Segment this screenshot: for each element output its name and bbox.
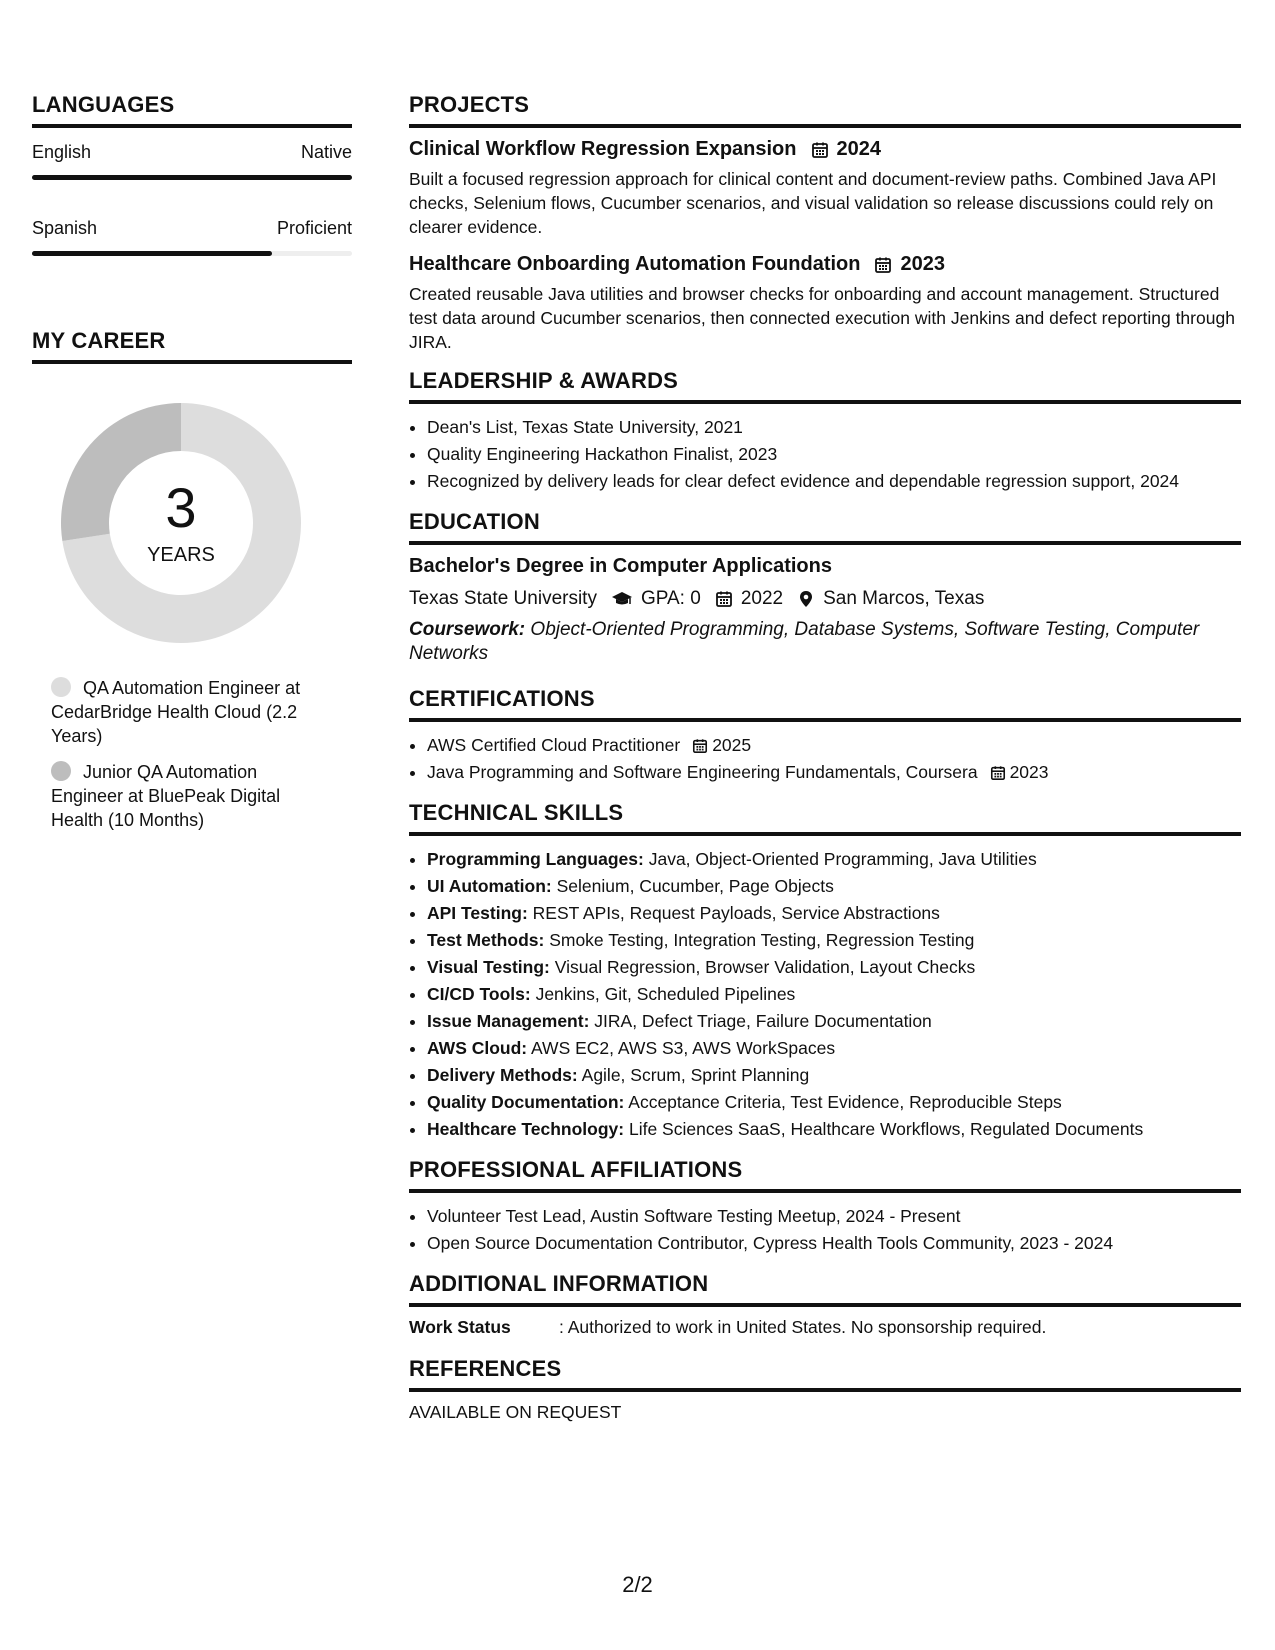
skill-item <box>427 1116 1241 1143</box>
skill-item <box>427 927 1241 954</box>
skill-value: Visual Regression, Browser Validation, Layout Checks <box>554 957 976 977</box>
calendar-icon <box>811 141 829 159</box>
education-details <box>409 588 1241 610</box>
career-title: MY CAREER <box>32 328 352 364</box>
career-total-number: 3 <box>165 475 197 539</box>
education-section <box>409 509 1241 666</box>
right-column <box>409 92 1241 1423</box>
skills-title: TECHNICAL SKILLS <box>409 800 1241 836</box>
language-name: English <box>32 142 92 162</box>
project-name: Healthcare Onboarding Automation Foundation <box>409 253 861 275</box>
gpa: GPA: 0 <box>640 588 701 609</box>
certifications-title: CERTIFICATIONS <box>409 686 1241 722</box>
language-item <box>32 218 352 256</box>
skill-value: Java, Object-Oriented Programming, Java Utilities <box>648 849 1037 869</box>
certification-year: 2023 <box>1009 762 1049 782</box>
project-title <box>409 138 1241 161</box>
calendar-icon <box>715 590 733 608</box>
skill-label: UI Automation: <box>427 876 552 896</box>
leadership-title: LEADERSHIP & AWARDS <box>409 368 1241 404</box>
skill-value: REST APIs, Request Payloads, Service Abstractions <box>532 903 940 923</box>
list-item <box>427 759 1241 786</box>
skill-label: Issue Management: <box>427 1011 590 1031</box>
project-year: 2024 <box>836 138 881 160</box>
skill-item <box>427 846 1241 873</box>
projects-title: PROJECTS <box>409 92 1241 128</box>
list-item: • Recognized by delivery leads for clear defect evidence and dependable regression support, 2024 <box>427 468 1241 495</box>
legend-dot <box>51 677 71 697</box>
skill-item <box>427 1035 1241 1062</box>
career-legend-label: QA Automation Engineer at CedarBridge Health Cloud (2.2 Years) <box>51 678 301 746</box>
language-bar <box>32 251 352 256</box>
skill-label: API Testing: <box>427 903 528 923</box>
certifications-section <box>409 686 1241 786</box>
graduation-cap-icon <box>611 590 633 608</box>
skill-value: Life Sciences SaaS, Healthcare Workflows, Regulated Documents <box>628 1119 1144 1139</box>
list-item: • Volunteer Test Lead, Austin Software Testing Meetup, 2024 - Present <box>427 1203 1241 1230</box>
project-description: Built a focused regression approach for clinical content and document-review paths. Combined Java API checks, Selenium flows, Cucumber scenarios, and visual validation so release discussions could rely on clearer evidence. <box>409 169 1217 237</box>
list-item <box>427 732 1241 759</box>
affiliations-section <box>409 1157 1241 1257</box>
skill-label: AWS Cloud: <box>427 1038 528 1058</box>
career-donut <box>56 398 306 648</box>
work-status-value: : Authorized to work in United States. No sponsorship required. <box>559 1317 1047 1337</box>
calendar-icon <box>692 738 708 754</box>
skill-value: Selenium, Cucumber, Page Objects <box>556 876 834 896</box>
language-bar-fill <box>32 175 352 180</box>
skill-item <box>427 900 1241 927</box>
school-name: Texas State University <box>409 588 597 609</box>
references-text: AVAILABLE ON REQUEST <box>409 1402 622 1422</box>
skill-value: Agile, Scrum, Sprint Planning <box>581 1065 810 1085</box>
coursework-list: Object-Oriented Programming, Database Systems, Software Testing, Computer Networks <box>409 619 1200 664</box>
work-status-label: Work Status <box>409 1317 511 1337</box>
references-title: REFERENCES <box>409 1356 1241 1392</box>
certification-name: • Java Programming and Software Engineering Fundamentals, Coursera <box>427 762 978 782</box>
skill-item <box>427 1089 1241 1116</box>
skill-item <box>427 954 1241 981</box>
career-legend-item <box>51 760 321 832</box>
skill-label: Healthcare Technology: <box>427 1119 625 1139</box>
page-number: 2/2 <box>622 1572 653 1597</box>
skills-section <box>409 800 1241 1143</box>
project-description: Created reusable Java utilities and browser checks for onboarding and account management. Structured test data around Cucumber scenarios, then connected execution with Jenkins and defect reporting through JIRA. <box>409 284 1235 352</box>
affiliations-title: PROFESSIONAL AFFILIATIONS <box>409 1157 1241 1193</box>
skill-label: Delivery Methods: <box>427 1065 578 1085</box>
list-item: • Quality Engineering Hackathon Finalist, 2023 <box>427 441 1241 468</box>
certification-year: 2025 <box>712 735 752 755</box>
project-title <box>409 253 1241 276</box>
list-item: • Dean's List, Texas State University, 2021 <box>427 414 1241 441</box>
additional-info-title: ADDITIONAL INFORMATION <box>409 1271 1241 1307</box>
skill-label: Visual Testing: <box>427 957 550 977</box>
languages-title: LANGUAGES <box>32 92 352 128</box>
career-legend-item <box>51 676 321 748</box>
list-item: • Open Source Documentation Contributor, Cypress Health Tools Community, 2023 - 2024 <box>427 1230 1241 1257</box>
project-name: Clinical Workflow Regression Expansion <box>409 138 797 160</box>
skill-item <box>427 873 1241 900</box>
calendar-icon <box>874 256 892 274</box>
skill-value: Jenkins, Git, Scheduled Pipelines <box>535 984 796 1004</box>
skill-item <box>427 981 1241 1008</box>
career-total-unit: YEARS <box>147 543 215 566</box>
skill-value: Acceptance Criteria, Test Evidence, Reproducible Steps <box>628 1092 1062 1112</box>
language-level: Native <box>300 142 352 162</box>
work-status-row <box>409 1317 1241 1338</box>
additional-info-section <box>409 1271 1241 1338</box>
skill-label: Quality Documentation: <box>427 1092 625 1112</box>
legend-dot <box>51 761 71 781</box>
skill-item <box>427 1062 1241 1089</box>
left-column <box>32 92 352 844</box>
coursework-label: Coursework: <box>409 619 526 640</box>
skill-item <box>427 1008 1241 1035</box>
skill-value: JIRA, Defect Triage, Failure Documentation <box>594 1011 932 1031</box>
project-year: 2023 <box>900 253 945 275</box>
language-level: Proficient <box>276 218 352 238</box>
skill-label: CI/CD Tools: <box>427 984 531 1004</box>
location-pin-icon <box>797 590 815 608</box>
references-section <box>409 1356 1241 1423</box>
skill-value: Smoke Testing, Integration Testing, Regression Testing <box>549 930 975 950</box>
graduation-year: 2022 <box>740 588 784 609</box>
projects-section <box>409 92 1241 354</box>
language-bar-fill <box>32 251 272 256</box>
career-legend <box>51 676 321 832</box>
skill-label: Programming Languages: <box>427 849 644 869</box>
skill-label: Test Methods: <box>427 930 545 950</box>
skill-value: AWS EC2, AWS S3, AWS WorkSpaces <box>531 1038 836 1058</box>
language-bar <box>32 175 352 180</box>
degree-title: Bachelor's Degree in Computer Applications <box>409 555 832 577</box>
certification-name: • AWS Certified Cloud Practitioner <box>427 735 681 755</box>
education-title: EDUCATION <box>409 509 1241 545</box>
school-location: San Marcos, Texas <box>823 588 985 609</box>
leadership-section <box>409 368 1241 495</box>
language-item <box>32 142 352 180</box>
coursework <box>409 618 1241 666</box>
career-legend-label: Junior QA Automation Engineer at BluePeak Digital Health (10 Months) <box>51 762 281 830</box>
language-name: Spanish <box>32 218 98 238</box>
calendar-icon <box>990 765 1006 781</box>
